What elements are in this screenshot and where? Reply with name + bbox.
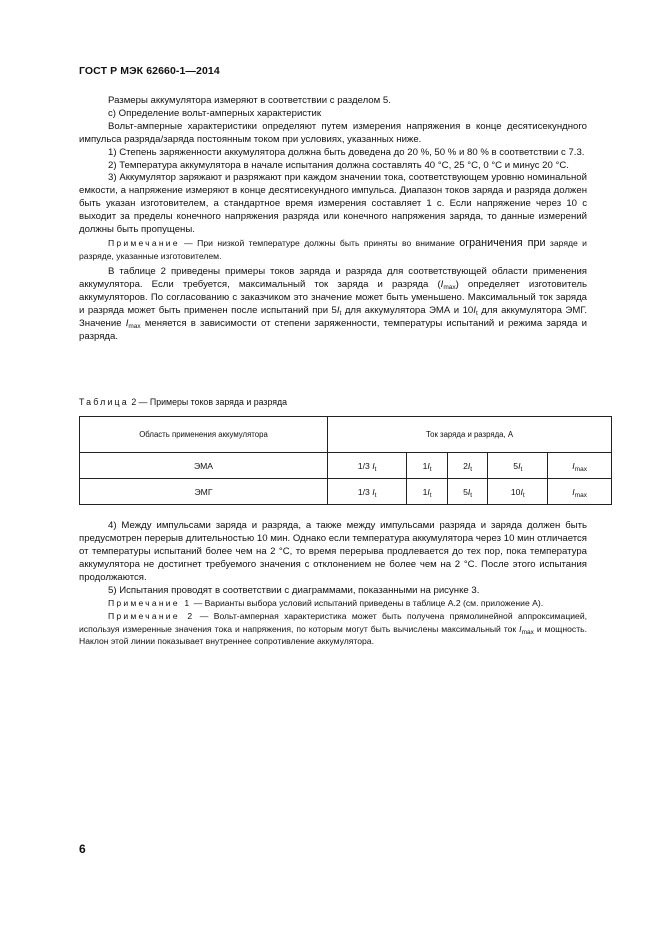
table-header-current: Ток заряда и разряда, А [328,417,612,453]
body-section-1 [79,95,587,344]
table-cell: $10I_t$ [488,479,548,505]
note-low-temperature: Примечание — При низкой температуре должны быть приняты во внимание ограничения при заряде и разряде, указанные изготовителем. [79,236,587,261]
paragraph-step-4: 4) Между импульсами заряда и разряда, а также между импульсами разряда и заряда должен быть предусмотрен перерыв длительностью 10 мин. Однако если температура аккумулятора через 10 мин отличается от температуры испытаний более чем на 2 °С, то время перерыва продлевается до тех пор, пока температура аккумулятора не достигнет требуемого значения с отклонением не более чем на 2 °С. После этого испытания продолжаются. [79,520,587,583]
table-header-application: Область применения аккумулятора [80,417,328,453]
paragraph-vac-definition: Вольт-амперные характеристики определяют путем измерения напряжения в конце десятисекундного импульса разряда/заряда постоянным током при условиях, указанных ниже. [79,120,587,145]
note-2: Примечание 2 — Вольт-амперная характеристика может быть получена прямолинейной аппроксимацией, используя измеренные значения тока и напряжения, по которым могут быть вычислены максимальный ток $I_{max}$ и мощность. Наклон этой линии показывает внутреннее сопротивление аккумулятора. [79,611,588,647]
document-header: ГОСТ Р МЭК 62660-1—2014 [79,65,220,77]
note-1: Примечание 1 — Варианты выбора условий испытаний приведены в таблице А.2 (см. приложение А). [108,598,544,609]
table-cell: 1/3 $I_t$ [328,453,407,479]
paragraph-table-2-intro: В таблице 2 приведены примеры токов заряда и разряда для соответствующей области применения аккумулятора. Если требуется, максимальный ток заряда и разряда $(I_{max})$ определяет изготовитель аккумуляторов. По согласованию с заказчиком это значение может быть уменьшено. Максимальный ток заряда и разряда может быть применен после испытаний при $5I_t$ для аккумулятора ЭМА и $10I_t$ для аккумулятора ЭМГ. Значение $I_{max}$ меняется в зависимости от степени заряженности, температуры испытаний и режима заряда и разряда. [79,266,588,342]
paragraph-dimensions: Размеры аккумулятора измеряют в соответствии с разделом 5. [108,95,391,106]
table-row [80,453,612,479]
body-section-2 [79,520,587,648]
table-cell: 1/3 $I_t$ [328,479,407,505]
table-cell: $I_{max}$ [548,453,612,479]
table-cell: $I_{max}$ [548,479,612,505]
table-cell: $5I_t$ [488,453,548,479]
current-examples-table [79,416,612,505]
table-cell-application: ЭМА [80,453,328,479]
table-row [80,479,612,505]
table-cell: $1I_t$ [407,453,448,479]
table-caption: Таблица 2 — Примеры токов заряда и разряда [79,397,288,407]
paragraph-step-2: 2) Температура аккумулятора в начале испытания должна составлять 40 °С, 25 °С, 0 °С и минус 20 °С. [108,159,569,171]
paragraph-step-1: 1) Степень заряженности аккумулятора должна быть доведена до 20 %, 50 % и 80 % в соответствии с 7.3. [108,146,585,158]
table-cell: $2I_t$ [447,453,488,479]
table-cell-application: ЭМГ [80,479,328,505]
table-cell: $1I_t$ [407,479,448,505]
page-number: 6 [79,842,86,856]
table-header-row [80,417,612,453]
paragraph-step-5: 5) Испытания проводят в соответствии с диаграммами, показанными на рисунке 3. [108,584,480,596]
table-cell: $5I_t$ [447,479,488,505]
paragraph-item-c: с) Определение вольт-амперных характеристик [108,107,322,119]
note-label: Примечание [108,237,180,248]
paragraph-step-3: 3) Аккумулятор заряжают и разряжают при каждом значении тока, соответствующем уровню номинальной емкости, а напряжение измеряют в конце десятисекундного импульса. Диапазон токов заряда и разряда должен быть указан изготовителем, а стандартное время измерения составляет 1 с. Если напряжение через 10 с выходит за пределы конечного напряжения разряда или конечного напряжения заряда, то данные измерений должны быть пропущены. [79,172,587,236]
